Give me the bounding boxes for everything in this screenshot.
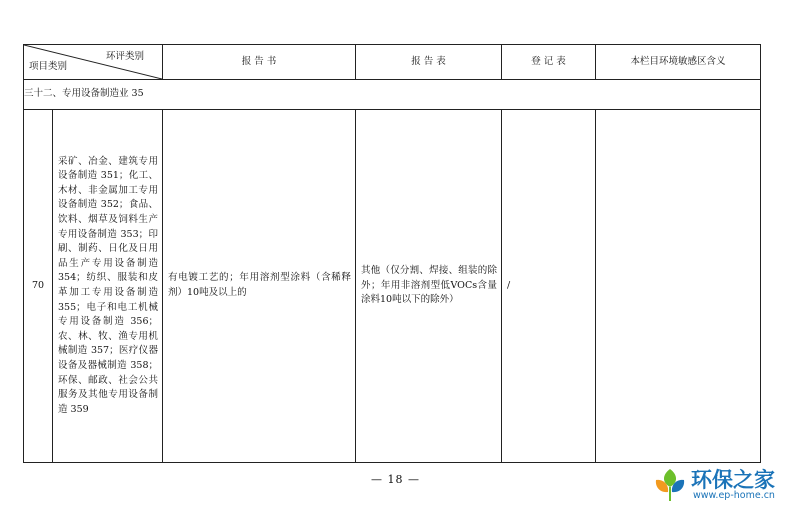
- header-project-category: 项目类别: [29, 61, 68, 73]
- section-title: 三十二、专用设备制造业 35: [24, 80, 761, 110]
- header-report-form: 报 告 表: [356, 45, 502, 80]
- classification-table: [23, 44, 761, 463]
- row-report-book: 有电镀工艺的；年用溶剂型涂料（含稀释剂）10吨及以上的: [163, 110, 356, 463]
- row-report-form: 其他（仅分割、焊接、组装的除外；年用非溶剂型低VOCs含量涂料10吨以下的除外）: [356, 110, 502, 463]
- diagonal-header-cell: [24, 45, 163, 80]
- watermark-url: www.ep-home.cn: [693, 490, 775, 501]
- row-sensitive-area-meaning: [596, 110, 761, 463]
- row-project-category: 采矿、冶金、建筑专用设备制造 351；化工、木材、非金属加工专用设备制造 352；食品、饮料、烟草及饲料生产专用设备制造 353；印刷、制药、日化及日用品生产专用设备制造 354；纺织、服装和皮革加工专用设备制造 355；电子和电工机械专用设备制造 356；农、林、牧、渔专用机械制造 357；医疗仪器设备及器械制造 358； 环保、邮政、社会公共服务及其他专用设备制造 359: [53, 110, 163, 463]
- header-sensitive-area-meaning: 本栏目环境敏感区含义: [596, 45, 761, 80]
- table-header-row: [24, 45, 761, 80]
- table-row: [24, 110, 761, 463]
- leaf-logo-icon: [651, 466, 689, 504]
- header-env-category: 环评类别: [105, 51, 144, 62]
- header-report-book: 报 告 书: [163, 45, 356, 80]
- row-number: 70: [24, 110, 53, 463]
- row-registration: /: [502, 110, 596, 463]
- page-number: — 18 —: [371, 473, 420, 486]
- section-row: [24, 80, 761, 110]
- header-registration-form: 登 记 表: [502, 45, 596, 80]
- watermark-site-name: 环保之家: [691, 468, 775, 492]
- site-watermark: [651, 462, 791, 508]
